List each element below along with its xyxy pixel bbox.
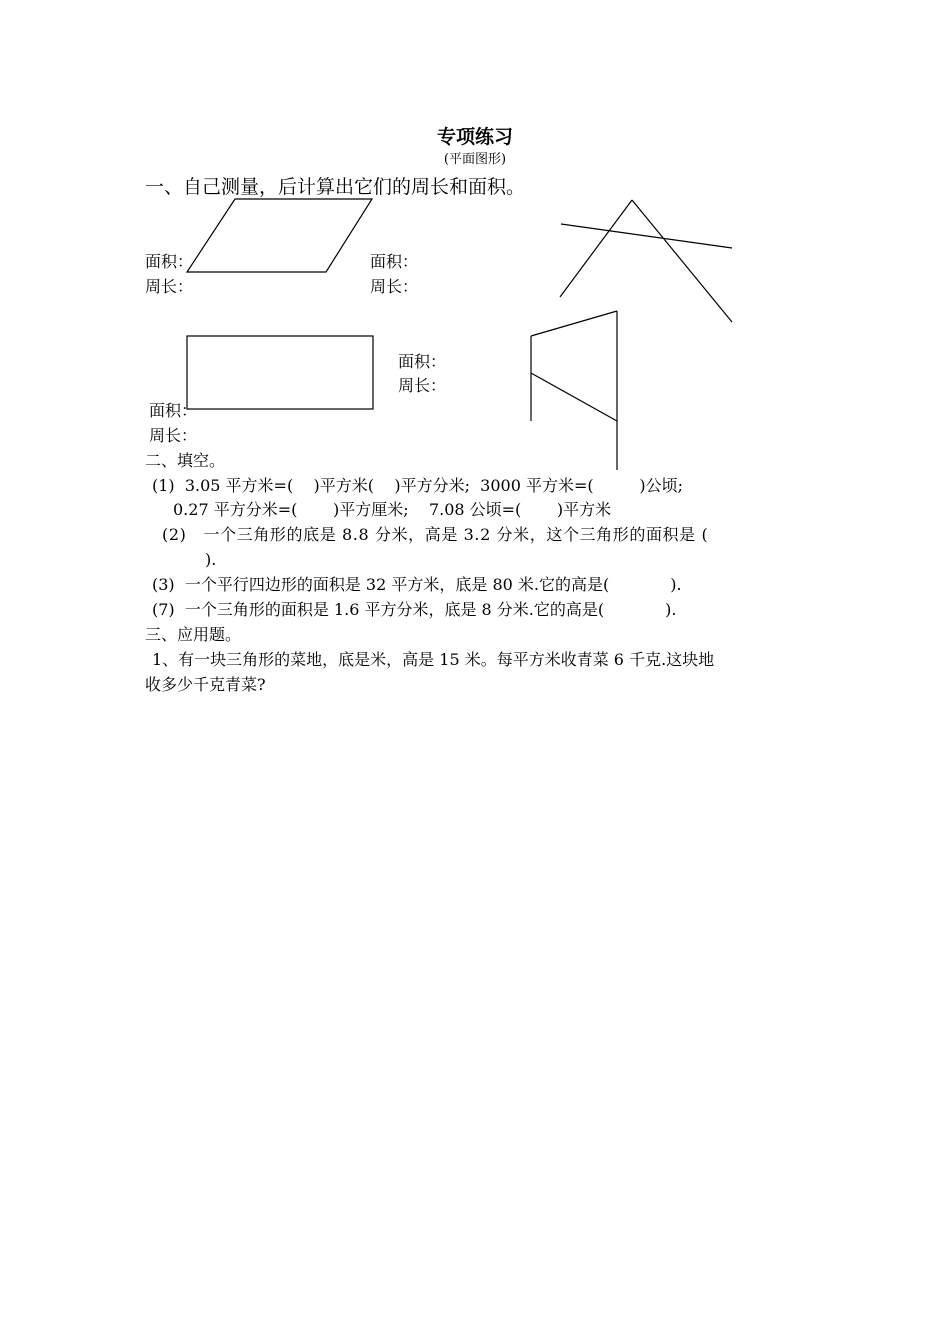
page-subtitle: (平面图形) xyxy=(443,152,507,167)
top-slant-line xyxy=(531,311,617,336)
fill-blank-q3: (3) 一个平行四边形的面积是 32 平方米，底是 80 米.它的高是( ). xyxy=(152,575,682,594)
area-label-rectangle: 面积： xyxy=(149,401,198,420)
perimeter-label-rectangle: 周长： xyxy=(149,426,198,445)
section3-heading: 三、应用题。 xyxy=(145,625,242,644)
perimeter-label-parallelogram: 周长： xyxy=(145,277,194,296)
fill-blank-q1-line1: (1) 3.05 平方米=( )平方米( )平方分米; 3000 平方米=( )公顷; xyxy=(152,476,684,495)
perimeter-label-trapezoid: 周长： xyxy=(398,376,447,395)
word-problem-q1-line1: 1、有一块三角形的菜地，底是米，高是 15 米。每平方米收青菜 6 千克.这块地 xyxy=(152,650,715,669)
fill-blank-q1-line2: 0.27 平方分米=( )平方厘米; 7.08 公顷=( )平方米 xyxy=(173,500,612,519)
area-label-angle: 面积： xyxy=(370,252,419,271)
perimeter-label-angle: 周长： xyxy=(370,277,419,296)
fill-blank-q2-line2: ). xyxy=(205,550,217,569)
angle-with-crossing-line xyxy=(560,200,732,322)
rectangle-shape xyxy=(187,336,373,409)
section1-heading: 一、自己测量，后计算出它们的周长和面积。 xyxy=(145,176,526,198)
word-problem-q1-line2: 收多少千克青菜? xyxy=(145,675,266,694)
fill-blank-q7: (7) 一个三角形的面积是 1.6 平方分米，底是 8 分米.它的高是( ). xyxy=(152,600,677,619)
angle-right-ray xyxy=(632,200,732,322)
fill-blank-q2-line1: (2) 一个三角形的底是 8.8 分米，高是 3.2 分米，这个三角形的面积是 ( xyxy=(162,525,709,544)
angle-left-ray xyxy=(560,200,632,297)
area-label-parallelogram: 面积： xyxy=(145,252,194,271)
parallelogram-shape xyxy=(187,199,372,272)
page-title: 专项练习 xyxy=(436,126,513,148)
middle-slant-line xyxy=(531,373,617,421)
crossing-line xyxy=(561,224,732,248)
area-label-trapezoid: 面积： xyxy=(398,352,447,371)
trapezoid-lines-figure xyxy=(531,311,617,470)
section2-heading: 二、填空。 xyxy=(145,451,226,470)
